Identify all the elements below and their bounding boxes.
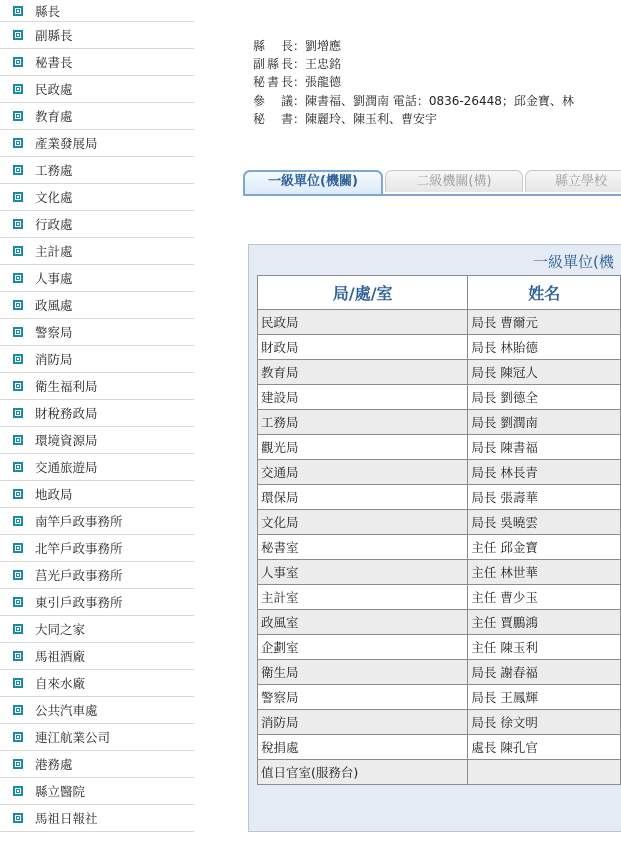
sidebar-item-label: 南竿戶政事務所 <box>35 514 123 529</box>
sidebar-item[interactable] <box>0 292 194 319</box>
name-cell: 局長 張壽華 <box>468 485 621 510</box>
square-bullet-icon <box>13 273 23 283</box>
square-bullet-icon <box>13 408 23 418</box>
table-row <box>258 760 621 785</box>
sidebar-item-label: 主計處 <box>35 244 73 259</box>
square-bullet-icon <box>13 138 23 148</box>
square-bullet-icon <box>13 219 23 229</box>
sidebar-item-label: 環境資源局 <box>35 433 98 448</box>
sidebar-item-label: 馬祖酒廠 <box>35 649 86 664</box>
sidebar-item-label: 副縣長 <box>35 28 73 43</box>
sidebar-item-label: 秘書長 <box>35 55 73 70</box>
sidebar-item[interactable] <box>0 400 194 427</box>
table-row <box>258 435 621 460</box>
table-row <box>258 360 621 385</box>
table-row <box>258 460 621 485</box>
tab-county-schools[interactable]: 縣立學校 <box>525 170 621 192</box>
square-bullet-icon <box>13 84 23 94</box>
sidebar-item-label: 政風處 <box>35 298 73 313</box>
table-row <box>258 535 621 560</box>
sidebar-item[interactable] <box>0 454 194 481</box>
square-bullet-icon <box>13 651 23 661</box>
unit-tabs <box>243 170 621 196</box>
sidebar-item[interactable] <box>0 346 194 373</box>
sidebar-item-label: 行政處 <box>35 217 73 232</box>
colon-separator: ： <box>293 57 306 72</box>
name-cell: 主任 曹少玉 <box>468 585 621 610</box>
official-row <box>253 55 621 73</box>
unit-cell: 人事室 <box>258 560 468 585</box>
sidebar-item[interactable] <box>0 211 194 238</box>
name-cell <box>468 760 621 785</box>
square-bullet-icon <box>13 354 23 364</box>
colon-separator: ： <box>293 111 306 126</box>
square-bullet-icon <box>13 624 23 634</box>
square-bullet-icon <box>13 192 23 202</box>
square-bullet-icon <box>13 516 23 526</box>
name-cell: 局長 陳冠人 <box>468 360 621 385</box>
official-name: 張龍德 <box>305 75 342 90</box>
tab-second-level[interactable]: 二級機關(構) <box>385 170 523 192</box>
square-bullet-icon <box>13 381 23 391</box>
table-row <box>258 560 621 585</box>
official-role: 參 議 <box>253 93 293 108</box>
sidebar-item[interactable] <box>0 724 194 751</box>
name-cell: 主任 賈鵬鴻 <box>468 610 621 635</box>
square-bullet-icon <box>13 543 23 553</box>
sidebar-item[interactable] <box>0 616 194 643</box>
table-row <box>258 385 621 410</box>
sidebar-item-label: 縣長 <box>35 3 61 19</box>
sidebar-item[interactable] <box>0 0 194 22</box>
sidebar-item[interactable] <box>0 805 194 832</box>
colon-separator: ： <box>293 75 306 90</box>
name-cell: 局長 徐文明 <box>468 710 621 735</box>
table-row <box>258 335 621 360</box>
sidebar-item[interactable] <box>0 265 194 292</box>
unit-cell: 消防局 <box>258 710 468 735</box>
sidebar-item[interactable] <box>0 589 194 616</box>
square-bullet-icon <box>13 786 23 796</box>
name-cell: 主任 陳玉利 <box>468 635 621 660</box>
sidebar-item-label: 自來水廠 <box>35 676 86 691</box>
square-bullet-icon <box>13 597 23 607</box>
name-cell: 局長 林長青 <box>468 460 621 485</box>
sidebar-item[interactable] <box>0 427 194 454</box>
units-panel <box>248 244 621 832</box>
sidebar-item[interactable] <box>0 751 194 778</box>
sidebar-nav <box>0 0 194 832</box>
name-cell: 局長 劉德全 <box>468 385 621 410</box>
sidebar-item-label: 教育處 <box>35 109 73 124</box>
sidebar-item[interactable] <box>0 670 194 697</box>
colon-separator: ： <box>293 39 306 53</box>
unit-cell: 秘書室 <box>258 535 468 560</box>
sidebar-item-label: 民政處 <box>35 82 73 97</box>
square-bullet-icon <box>13 678 23 688</box>
unit-cell: 企劃室 <box>258 635 468 660</box>
sidebar-item-label: 交通旅遊局 <box>35 460 98 475</box>
sidebar-item-label: 警察局 <box>35 325 73 340</box>
square-bullet-icon <box>13 246 23 256</box>
table-row <box>258 660 621 685</box>
name-cell: 局長 吳曉雲 <box>468 510 621 535</box>
sidebar-item-label: 連江航業公司 <box>35 730 111 745</box>
colon-separator: ： <box>293 93 306 108</box>
sidebar-item-label: 工務處 <box>35 163 73 178</box>
official-role: 秘書長 <box>253 75 293 90</box>
sidebar-item[interactable] <box>0 184 194 211</box>
square-bullet-icon <box>13 732 23 742</box>
table-row <box>258 685 621 710</box>
square-bullet-icon <box>13 111 23 121</box>
sidebar-item-label: 大同之家 <box>35 622 86 637</box>
sidebar-item-label: 財稅務政局 <box>35 406 98 421</box>
table-row <box>258 510 621 535</box>
name-cell: 局長 陳書福 <box>468 435 621 460</box>
square-bullet-icon <box>13 6 23 16</box>
sidebar-item[interactable] <box>0 49 194 76</box>
official-role: 秘 書 <box>253 111 293 126</box>
square-bullet-icon <box>13 570 23 580</box>
sidebar-item[interactable] <box>0 319 194 346</box>
sidebar-item[interactable] <box>0 373 194 400</box>
panel-title-text: 一級單位(機 <box>533 253 614 271</box>
unit-cell: 值日官室(服務台) <box>258 760 468 785</box>
name-cell: 主任 林世華 <box>468 560 621 585</box>
sidebar-item-label: 地政局 <box>35 487 73 502</box>
official-role: 縣 長 <box>253 39 293 53</box>
sidebar-item[interactable] <box>0 157 194 184</box>
units-table <box>257 275 621 785</box>
unit-cell: 工務局 <box>258 410 468 435</box>
unit-cell: 民政局 <box>258 310 468 335</box>
sidebar-item[interactable] <box>0 778 194 805</box>
sidebar-item-label: 縣立醫院 <box>35 784 86 799</box>
sidebar-item-label: 公共汽車處 <box>35 703 98 718</box>
unit-cell: 主計室 <box>258 585 468 610</box>
square-bullet-icon <box>13 30 23 40</box>
sidebar-item[interactable] <box>0 130 194 157</box>
name-cell: 局長 王鳳輝 <box>468 685 621 710</box>
square-bullet-icon <box>13 462 23 472</box>
official-name: 陳書福、劉潤南 電話：0836-26448；邱金寶、林 <box>305 93 574 108</box>
name-cell: 局長 林貽德 <box>468 335 621 360</box>
sidebar-item-label: 消防局 <box>35 352 73 367</box>
sidebar-item[interactable] <box>0 535 194 562</box>
sidebar-item-label: 文化處 <box>35 190 73 205</box>
table-row <box>258 735 621 760</box>
square-bullet-icon <box>13 759 23 769</box>
square-bullet-icon <box>13 813 23 823</box>
official-name: 陳麗玲、陳玉利、曹安宇 <box>305 111 438 126</box>
name-cell: 局長 劉潤南 <box>468 410 621 435</box>
name-cell: 處長 陳孔官 <box>468 735 621 760</box>
square-bullet-icon <box>13 57 23 67</box>
square-bullet-icon <box>13 489 23 499</box>
unit-cell: 建設局 <box>258 385 468 410</box>
official-role: 副縣長 <box>253 57 293 72</box>
sidebar-item-label: 東引戶政事務所 <box>35 595 123 610</box>
sidebar-item-label: 衛生福利局 <box>35 379 98 394</box>
sidebar-item[interactable] <box>0 481 194 508</box>
official-row <box>253 37 621 55</box>
unit-cell: 財政局 <box>258 335 468 360</box>
sidebar-item-label: 北竿戶政事務所 <box>35 541 123 556</box>
sidebar-item[interactable] <box>0 103 194 130</box>
sidebar-item-label: 人事處 <box>35 271 73 286</box>
unit-cell: 衛生局 <box>258 660 468 685</box>
name-cell: 局長 曹爾元 <box>468 310 621 335</box>
official-name: 劉增應 <box>305 39 342 53</box>
unit-cell: 交通局 <box>258 460 468 485</box>
table-row <box>258 610 621 635</box>
sidebar-item[interactable] <box>0 697 194 724</box>
name-cell: 局長 謝春福 <box>468 660 621 685</box>
sidebar-item[interactable] <box>0 76 194 103</box>
unit-cell: 觀光局 <box>258 435 468 460</box>
square-bullet-icon <box>13 327 23 337</box>
square-bullet-icon <box>13 300 23 310</box>
sidebar-item-label: 馬祖日報社 <box>35 811 98 826</box>
square-bullet-icon <box>13 435 23 445</box>
official-row <box>253 73 621 91</box>
sidebar-item[interactable] <box>0 238 194 265</box>
unit-cell: 警察局 <box>258 685 468 710</box>
unit-cell: 文化局 <box>258 510 468 535</box>
table-row <box>258 585 621 610</box>
sidebar-item-label: 港務處 <box>35 757 73 772</box>
table-row <box>258 410 621 435</box>
column-header-unit: 局/處/室 <box>258 276 468 310</box>
tab-first-level[interactable]: 一級單位(機關) <box>243 170 383 194</box>
official-name: 王忠銘 <box>305 57 342 72</box>
square-bullet-icon <box>13 165 23 175</box>
sidebar-item[interactable] <box>0 562 194 589</box>
official-row <box>253 92 621 110</box>
unit-cell: 政風室 <box>258 610 468 635</box>
square-bullet-icon <box>13 705 23 715</box>
official-row <box>253 110 621 128</box>
unit-cell: 教育局 <box>258 360 468 385</box>
table-row <box>258 485 621 510</box>
sidebar-item-label: 產業發展局 <box>35 136 98 151</box>
name-cell: 主任 邱金寶 <box>468 535 621 560</box>
sidebar-item[interactable] <box>0 508 194 535</box>
unit-cell: 環保局 <box>258 485 468 510</box>
sidebar-item-label: 莒光戶政事務所 <box>35 568 123 583</box>
unit-cell: 稅捐處 <box>258 735 468 760</box>
sidebar-item[interactable] <box>0 643 194 670</box>
column-header-name: 姓名 <box>468 276 621 310</box>
table-row <box>258 310 621 335</box>
table-row <box>258 635 621 660</box>
table-row <box>258 710 621 735</box>
sidebar-item[interactable] <box>0 22 194 49</box>
officials-list <box>253 37 621 128</box>
